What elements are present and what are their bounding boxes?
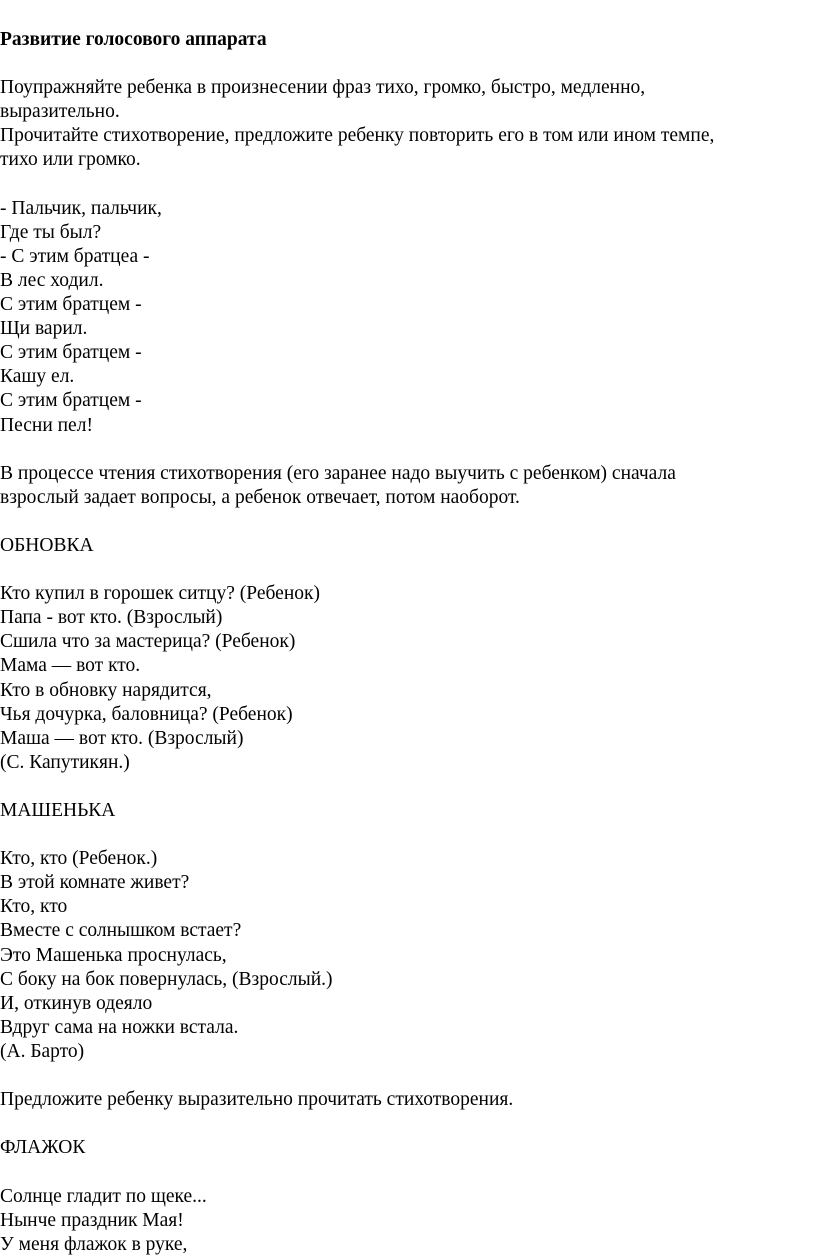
blank-line bbox=[0, 558, 808, 582]
poem-flazhok bbox=[0, 1185, 808, 1257]
document-title: Развитие голосового аппарата bbox=[0, 29, 267, 50]
intro-paragraph bbox=[0, 76, 808, 172]
poem-author: (А. Барто) bbox=[0, 1040, 85, 1062]
instruction-line: взрослый задает вопросы, а ребенок отвечает, потом наоборот. bbox=[0, 486, 520, 508]
poem-line: Песни пел! bbox=[0, 414, 93, 436]
poem-line: С боку на бок повернулась, (Взрослый.) bbox=[0, 968, 333, 990]
intro-line: тихо или громко. bbox=[0, 149, 141, 171]
poem-line: С этим братцем - bbox=[0, 390, 142, 412]
poem-line: Кто, кто bbox=[0, 896, 68, 918]
poem-mashenka bbox=[0, 847, 808, 1064]
poem-line: Солнце гладит по щеке... bbox=[0, 1185, 207, 1207]
poem-line: Чья дочурка, баловница? (Ребенок) bbox=[0, 703, 293, 725]
poem-line: Кто, кто (Ребенок.) bbox=[0, 848, 158, 870]
poem-line: Кто купил в горошек ситцу? (Ребенок) bbox=[0, 583, 320, 605]
poem-line: Кашу ел. bbox=[0, 366, 75, 388]
poem-line: - С этим братцеа - bbox=[0, 245, 150, 267]
intro-line: выразительно. bbox=[0, 101, 120, 123]
poem-line: Кто в обновку нарядится, bbox=[0, 679, 212, 701]
blank-line bbox=[0, 173, 808, 197]
blank-line bbox=[0, 1160, 808, 1184]
poem-line: Сшила что за мастерица? (Ребенок) bbox=[0, 631, 296, 653]
poem-line: В лес ходил. bbox=[0, 269, 104, 291]
poem-line: Где ты был? bbox=[0, 221, 102, 243]
blank-line bbox=[0, 52, 808, 76]
poem-line: Мама — вот кто. bbox=[0, 655, 141, 677]
poem-palchik bbox=[0, 197, 808, 438]
blank-line bbox=[0, 775, 808, 799]
poem-line: Вместе с солнышком встает? bbox=[0, 920, 242, 942]
poem-line: Папа - вот кто. (Взрослый) bbox=[0, 607, 223, 629]
poem-line: С этим братцем - bbox=[0, 294, 142, 316]
poem-line: Нынче праздник Мая! bbox=[0, 1209, 184, 1231]
poem-line: Вдруг сама на ножки встала. bbox=[0, 1016, 239, 1038]
suggestion-text: Предложите ребенку выразительно прочитать стихотворения. bbox=[0, 1089, 514, 1111]
poem-line: - Пальчик, пальчик, bbox=[0, 197, 162, 219]
poem-line: Маша — вот кто. (Взрослый) bbox=[0, 727, 244, 749]
document-page bbox=[0, 28, 808, 1257]
poem-obnovka bbox=[0, 582, 808, 775]
blank-line bbox=[0, 438, 808, 462]
poem-line: Это Машенька проснулась, bbox=[0, 944, 227, 966]
blank-line bbox=[0, 510, 808, 534]
poem-line: В этой комнате живет? bbox=[0, 872, 190, 894]
poem-line: У меня флажок в руке, bbox=[0, 1233, 188, 1255]
poem-author: (С. Капутикян.) bbox=[0, 751, 130, 773]
poem-heading-mashenka: МАШЕНЬКА bbox=[0, 800, 116, 821]
instruction-paragraph bbox=[0, 462, 808, 510]
poem-line: И, откинув одеяло bbox=[0, 992, 153, 1014]
intro-line: Поупражняйте ребенка в произнесении фраз тихо, громко, быстро, медленно, bbox=[0, 77, 646, 99]
poem-heading-flazhok: ФЛАЖОК bbox=[0, 1137, 86, 1159]
poem-line: Щи варил. bbox=[0, 318, 88, 340]
poem-heading-obnovka: ОБНОВКА bbox=[0, 534, 94, 556]
instruction-line: В процессе чтения стихотворения (его заранее надо выучить с ребенком) сначала bbox=[0, 462, 676, 484]
blank-line bbox=[0, 1112, 808, 1136]
poem-line: С этим братцем - bbox=[0, 342, 142, 364]
blank-line bbox=[0, 823, 808, 847]
blank-line bbox=[0, 1064, 808, 1088]
intro-line: Прочитайте стихотворение, предложите ребенку повторить его в том или ином темпе, bbox=[0, 125, 715, 147]
